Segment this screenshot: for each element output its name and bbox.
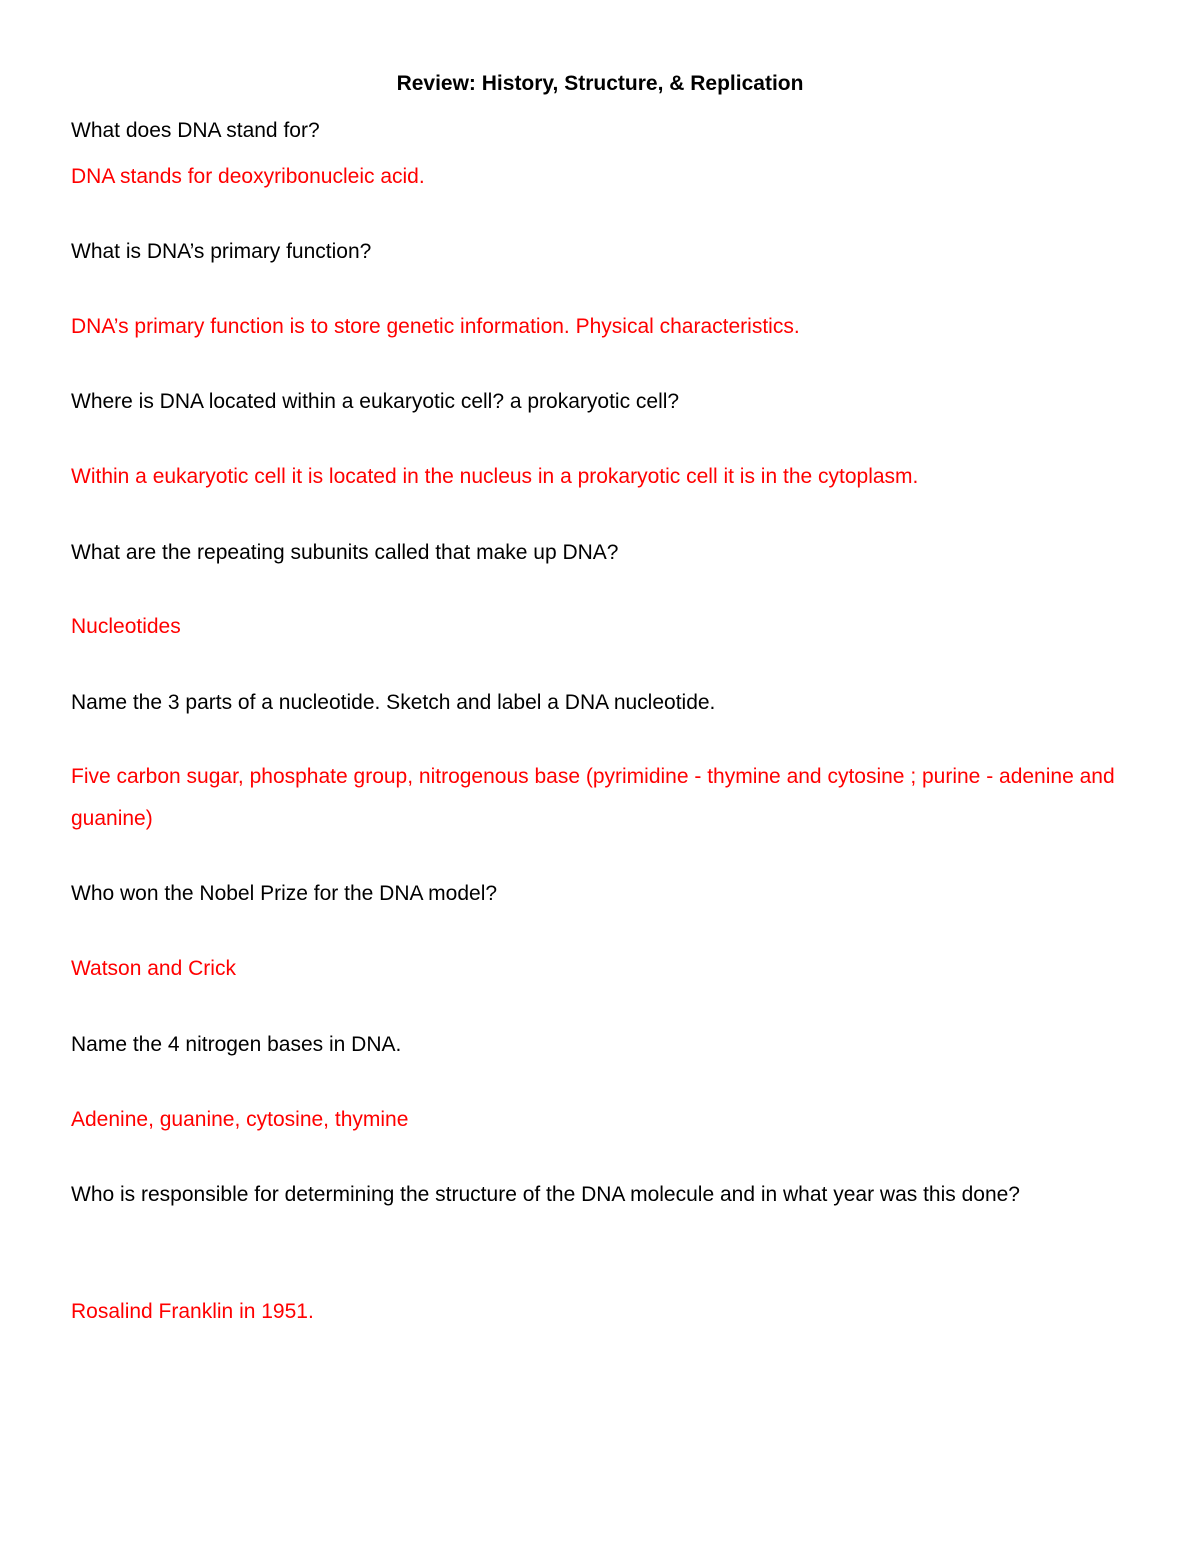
answer-1: DNA stands for deoxyribonucleic acid. xyxy=(71,165,425,188)
answer-6: Watson and Crick xyxy=(71,957,236,980)
question-2: What is DNA’s primary function? xyxy=(71,240,372,263)
question-3: Where is DNA located within a eukaryotic cell? a prokaryotic cell? xyxy=(71,390,680,413)
question-8: Who is responsible for determining the structure of the DNA molecule and in what year was this done? xyxy=(71,1183,1020,1206)
question-4: What are the repeating subunits called that make up DNA? xyxy=(71,541,619,564)
answer-5: Five carbon sugar, phosphate group, nitrogenous base (pyrimidine - thymine and cytosine ; purine - adenine and guanine) xyxy=(71,765,1115,830)
answer-8: Rosalind Franklin in 1951. xyxy=(71,1300,314,1323)
answer-4: Nucleotides xyxy=(71,615,181,638)
question-1: What does DNA stand for? xyxy=(71,119,320,142)
answer-2: DNA’s primary function is to store genetic information. Physical characteristics. xyxy=(71,315,800,338)
question-5: Name the 3 parts of a nucleotide. Sketch and label a DNA nucleotide. xyxy=(71,691,716,714)
document-title: Review: History, Structure, & Replication xyxy=(396,72,804,95)
question-7: Name the 4 nitrogen bases in DNA. xyxy=(71,1033,402,1056)
answer-7: Adenine, guanine, cytosine, thymine xyxy=(71,1108,409,1131)
answer-3: Within a eukaryotic cell it is located in the nucleus in a prokaryotic cell it is in the cytoplasm. xyxy=(71,465,919,488)
question-6: Who won the Nobel Prize for the DNA model? xyxy=(71,882,498,905)
